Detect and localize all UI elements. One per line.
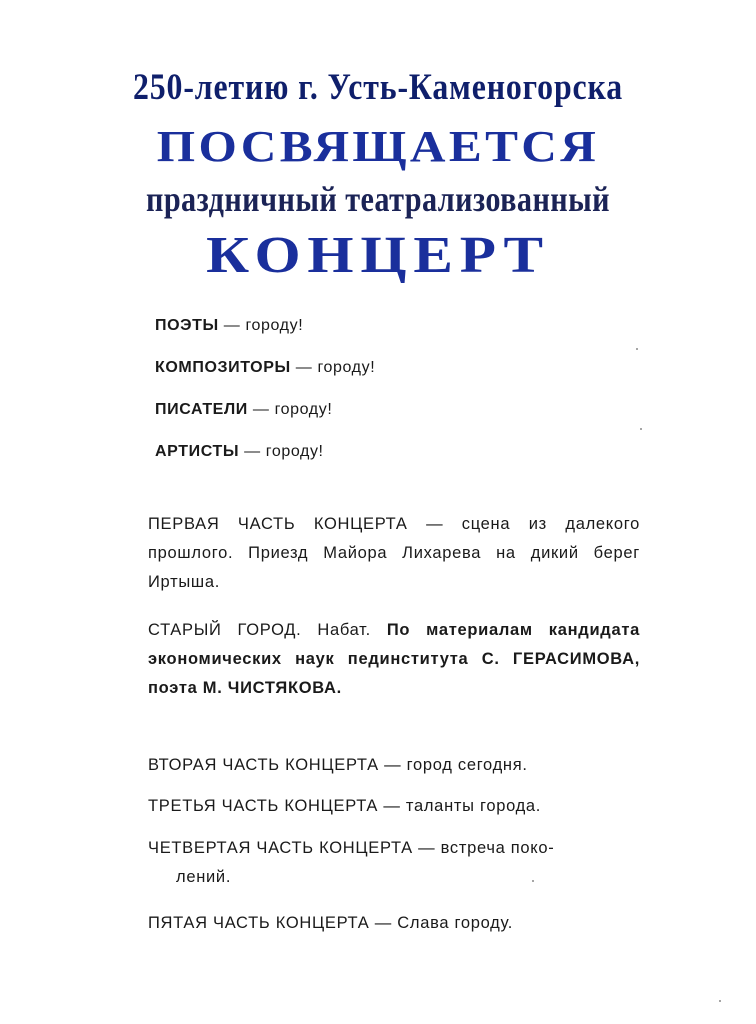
part-three-paragraph: ТРЕТЬЯ ЧАСТЬ КОНЦЕРТА — таланты города. bbox=[148, 797, 542, 815]
slogan-subject: ПОЭТЫ bbox=[155, 317, 219, 334]
slogan-rest: — городу! bbox=[239, 443, 324, 460]
slogan-rest: — городу! bbox=[290, 359, 376, 376]
concert-title: КОНЦЕРТ bbox=[206, 227, 550, 284]
part-four-line-1: ЧЕТВЕРТАЯ ЧАСТЬ КОНЦЕРТА — встреча поко- bbox=[148, 839, 555, 857]
slogan-item bbox=[155, 314, 375, 356]
subtitle-line: праздничный театрализованный bbox=[145, 179, 611, 219]
part-one-paragraph: ПЕРВАЯ ЧАСТЬ КОНЦЕРТА — сцена из далекого прошлого. Приезд Майора Лихарева на дикий берег Иртыша. bbox=[148, 515, 640, 591]
slogan-subject: ПИСАТЕЛИ bbox=[155, 401, 248, 418]
print-speck bbox=[636, 348, 638, 350]
print-speck bbox=[532, 880, 534, 882]
slogan-item bbox=[155, 398, 375, 440]
part-four-paragraph bbox=[148, 834, 640, 892]
dedicated-heading: ПОСВЯЩАЕТСЯ bbox=[156, 122, 600, 171]
slogan-rest: — городу! bbox=[218, 317, 304, 334]
old-city-credits: По материалам кандидата экономических наук пединститута С. ГЕРАСИМОВА, поэта М. ЧИСТЯКОВА. bbox=[148, 621, 640, 697]
part-four-line-2: лений. bbox=[176, 868, 232, 886]
old-city-paragraph bbox=[148, 616, 640, 703]
part-five-paragraph: ПЯТАЯ ЧАСТЬ КОНЦЕРТА — Слава городу. bbox=[148, 914, 514, 932]
part-two-paragraph: ВТОРАЯ ЧАСТЬ КОНЦЕРТА — город сегодня. bbox=[148, 756, 528, 774]
print-speck bbox=[640, 428, 642, 430]
slogan-item bbox=[155, 440, 375, 482]
slogan-rest: — городу! bbox=[247, 401, 333, 418]
slogan-list bbox=[155, 314, 375, 482]
old-city-intro: СТАРЫЙ ГОРОД. Набат. bbox=[148, 621, 387, 639]
dedication-line: 250-летию г. Усть-Каменогорска bbox=[133, 67, 623, 108]
print-speck bbox=[719, 1000, 721, 1002]
slogan-subject: КОМПОЗИТОРЫ bbox=[155, 359, 291, 376]
slogan-subject: АРТИСТЫ bbox=[155, 443, 240, 460]
slogan-item bbox=[155, 356, 375, 398]
